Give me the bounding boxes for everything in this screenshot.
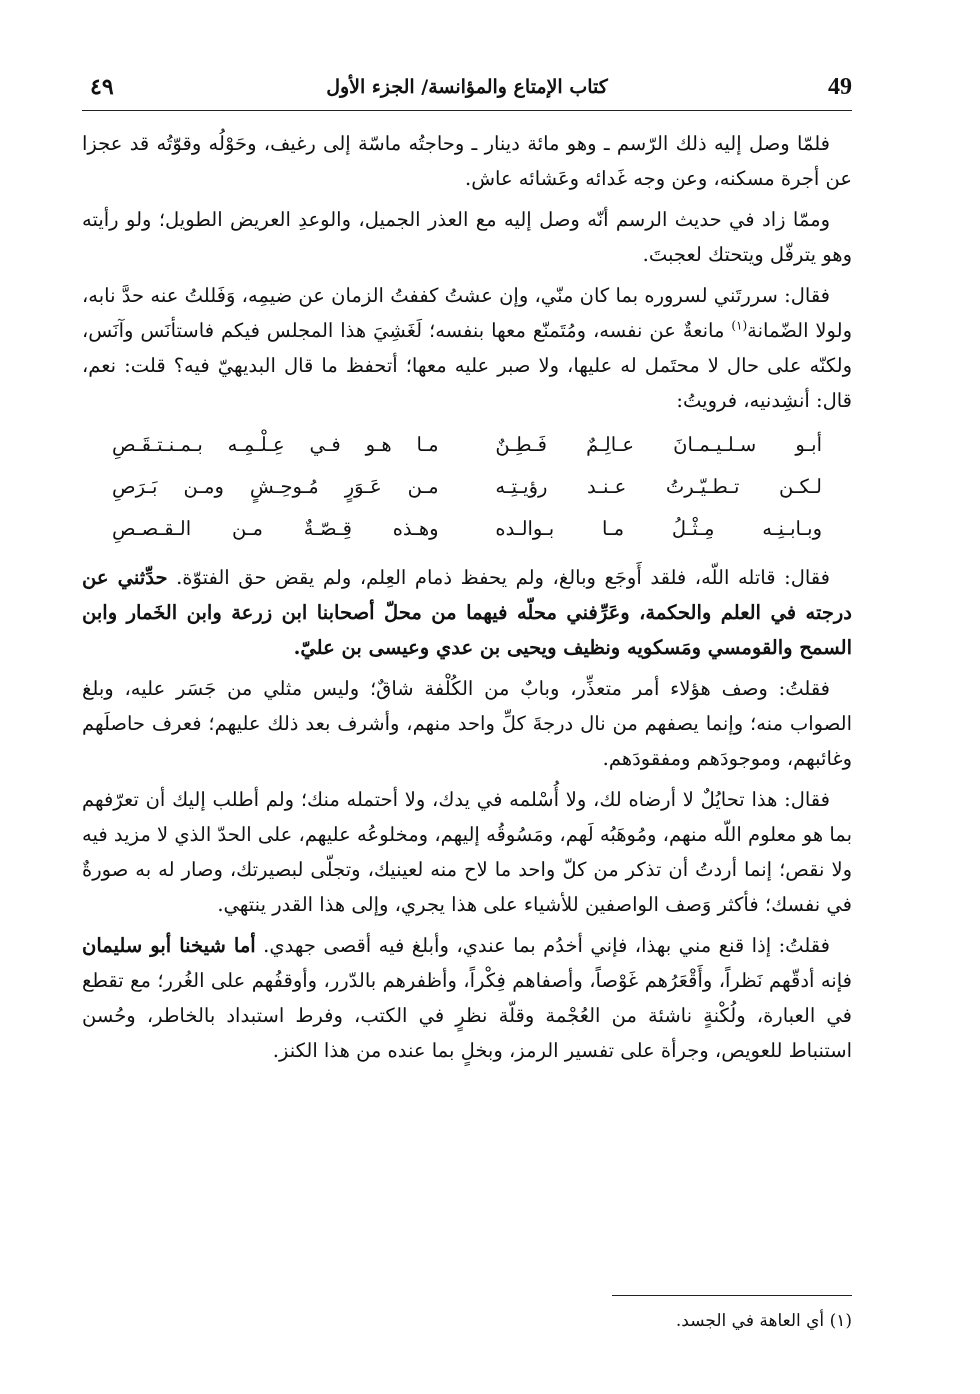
- paragraph-7-part-2: فإنه أدقّهم نَظراً، وأَقْعَرُهم غَوْصاً، وأصفاهم فِكْراً، وأظفرهم بالدّرر، وأوقفُهم على الغُرر؛ مع تقطع في العبارة، ولُكْنةٍ ناشئة من العُجْمة وقلّة نظرٍ في الكتب، وفرط استبداد بالخاطر، وحُسن استنباط للعويص، وجرأة على تفسير الرمز، وبخلٍ بما عنده من هذا الكنز.: [82, 969, 852, 1062]
- poem-verse: [112, 424, 822, 466]
- verse-second-hemistich: وهـذه قِـصّـةٌ مـن الـقـصـصِ: [112, 517, 439, 540]
- book-title: كتاب الإمتاع والمؤانسة/ الجزء الأول: [326, 76, 608, 98]
- header-divider: [82, 110, 852, 111]
- footnote: [82, 1306, 852, 1336]
- page-number-arabic: ٤٩: [90, 74, 114, 100]
- paragraph-7-part-1: فقلتُ: إذا قنع مني بهذا، فإني أخدُم بما عندي، وأبلغ فيه أقصى جهدي.: [255, 934, 830, 957]
- paragraph-4-bold: حدِّثني عن درجته في العلم والحكمة، وعَرِّفني محلّه فيهما من محلّ أصحابنا ابن زرعة وابن الخَمار وابن السمح والقومسي ومَسكويه ونظيف ويحيى بن عدي وعيسى بن عليّ.: [82, 566, 852, 659]
- poem: [82, 424, 852, 550]
- paragraph-4: [82, 560, 852, 665]
- paragraph-3: [82, 278, 852, 418]
- paragraph-3-part-2: مانعةٌ عن نفسه، ومُتَمنّع معها بنفسه؛ لَغَشِيَ هذا المجلس فيكم فاستأنَس وآنَس، ولكنّه على حال لا محتَمل له عليها، ولا صبر عليه معها؛ أتحفظ ما قال البديهيّ فيه؟ قلت: نعم، قال: أنشِدنيه، فرويتُ:: [82, 319, 852, 412]
- verse-first-hemistich: أبـو سـلـيـمـانَ عـالِـمٌ فَـطِـنٌ: [495, 433, 822, 456]
- paragraph-5: فقلتُ: وصف هؤلاء أمر متعذِّر، وبابٌ من الكُلْفة شاقٌ؛ وليس مثلي من جَسَر عليه، وبلغ الصواب منه؛ وإنما يصفهم من نال درجةَ كلِّ واحد منهم، وأشرف بعد ذلك عليهم؛ فعرف حاصلَهم وغائبهم، وموجودَهم ومفقودَهم.: [82, 677, 852, 770]
- paragraph-2: وممّا زاد في حديث الرسم أنّه وصل إليه مع العذر الجميل، والوعدِ العريض الطويل؛ ولو رأيته وهو يترفّل ويتحتك لعجبتَ.: [82, 208, 852, 266]
- verse-first-hemistich: وبـابـنِـه مِـثْـلُ مـا بـوالـده: [495, 517, 822, 540]
- footnote-text: أي العاهة في الجسد.: [675, 1311, 825, 1331]
- verse-second-hemistich: مـا هـو فـي عِـلْـمِـه بـمـنـتـقَـصِ: [112, 433, 439, 456]
- paragraph-3-part-1: فقال: سررتَني لسروره بما كان منّي، وإن عشتُ كففتُ الزمان عن ضيمِه، وَفَللتُ عنه حدَّ نابه، ولولا الضّمانة: [82, 284, 852, 342]
- verse-first-hemistich: لـكـن تـطـيّـرتُ عـنـد رؤيـتِـه: [495, 475, 822, 498]
- paragraph-4-part-1: فقال: قاتله اللّه، فلقد أَوجَع وبالغ، ولم يحفظ ذمام العِلم، ولم يقض حق الفتوّة.: [167, 566, 830, 589]
- footnote-divider: [612, 1295, 852, 1296]
- paragraph-7-bold: أما شيخنا أبو سليمان: [82, 934, 256, 957]
- poem-verse: [112, 466, 822, 508]
- paragraph-1: فلمّا وصل إليه ذلك الرّسم ـ وهو مائة دينار ـ وحاجتُه ماسّة إلى رغيف، وحَوْلُه وقوّتُه قد عجزا عن أجرة مسكنه، وعن وجه غَدائه وعَشائه عاش.: [82, 132, 852, 190]
- main-text: [82, 126, 852, 1074]
- verse-second-hemistich: مـن عَـوَرٍ مُـوحِـشٍ ومـن بَـرَصِ: [112, 475, 439, 498]
- paragraph-6: فقال: هذا تحايُلٌ لا أرضاه لك، ولا أُسْلمه في يدك، ولا أحتمله منك؛ ولم أطلب إليك أن تعرّفهم بما هو معلوم اللّه منهم، ومُوهَبُه لَهم، ومَسُوقُه إليهم، ومخلوعُه عليهم، على الحدّ الذي لا مزيد فيه ولا نقص؛ إنما أردتُ أن تذكر من كلّ واحد ما لاح منه لعينيك، وتجلّى لبصيرتك، وصار له به صورةٌ في نفسك؛ فأكثر وَصف الواصفين للأشياء على هذا يجري، وإلى هذا القدر ينتهي.: [82, 788, 852, 916]
- footnote-number: (١): [829, 1311, 852, 1331]
- footnote-marker[interactable]: (١): [731, 318, 748, 333]
- poem-verse: [112, 508, 822, 550]
- running-header: [82, 72, 852, 108]
- page-number-latin: 49: [828, 74, 852, 100]
- paragraph-7: [82, 928, 852, 1068]
